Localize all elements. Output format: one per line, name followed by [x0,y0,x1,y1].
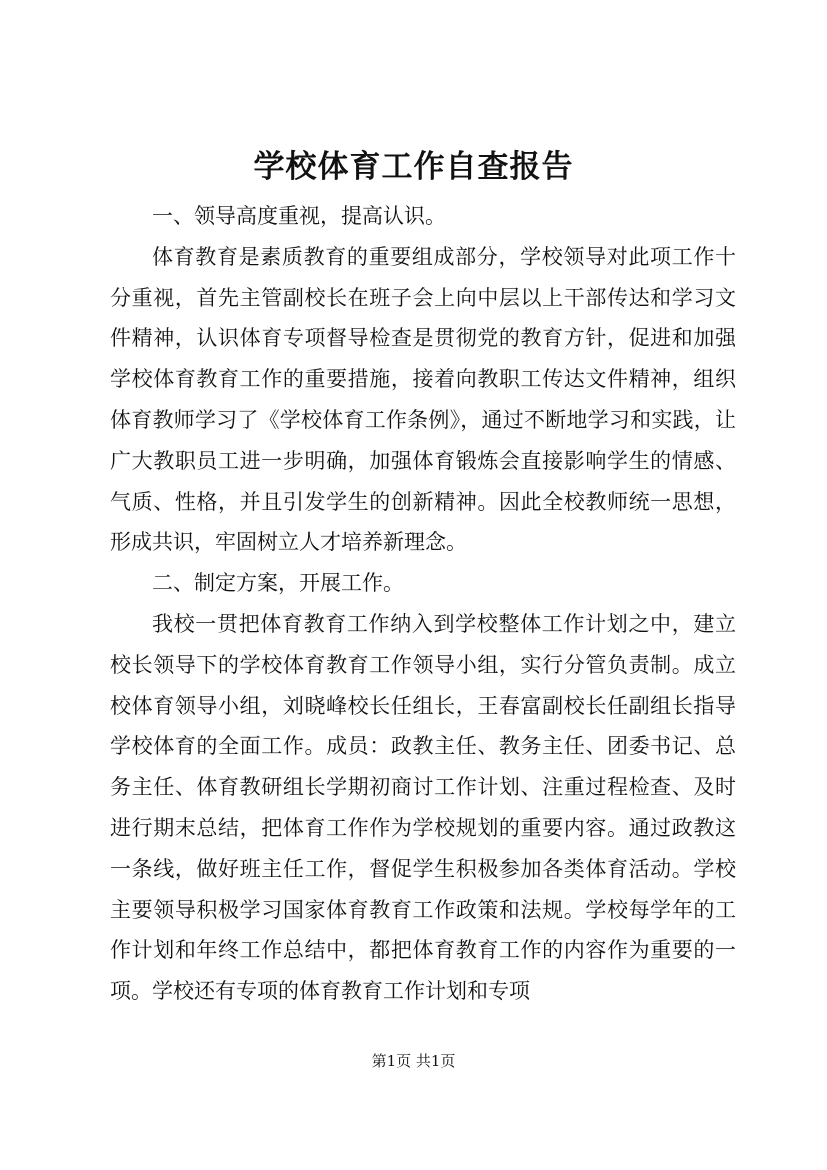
paragraph-1: 体育教育是素质教育的重要组成部分，学校领导对此项工作十分重视，首先主管副校长在班子会上向中层以上干部传达和学习文件精神，认识体育专项督导检查是贯彻党的教育方针，促进和加强学校体育教育工作的重要措施，接着向教职工传达文件精神，组织体育教师学习了《学校体育工作条例》，通过不断地学习和实践，让广大教职员工进一步明确，加强体育锻炼会直接影响学生的情感、气质、性格，并且引发学生的创新精神。因此全校教师统一思想，形成共识，牢固树立人才培养新理念。 [110,244,736,555]
section-heading-2: 二、制定方案，开展工作。 [152,571,404,596]
document-body [110,196,736,1012]
paragraph-2: 我校一贯把体育教育工作纳入到学校整体工作计划之中，建立校长领导下的学校体育教育工作领导小组，实行分管负责制。成立校体育领导小组，刘晓峰校长任组长，王春富副校长任副组长指导学校体育的全面工作。成员：政教主任、教务主任、团委书记、总务主任、体育教研组长学期初商讨工作计划、注重过程检查、及时进行期末总结，把体育工作作为学校规划的重要内容。通过政教这一条线，做好班主任工作，督促学生积极参加各类体育活动。学校主要领导积极学习国家体育教育工作政策和法规。学校每学年的工作计划和年终工作总结中，都把体育教育工作的内容作为重要的一项。学校还有专项的体育教育工作计划和专项 [110,611,736,1004]
page-footer: 第1页 共1页 [371,1052,456,1070]
section-heading-1: 一、领导高度重视，提高认识。 [152,204,446,228]
document-title: 学校体育工作自查报告 [253,149,574,185]
